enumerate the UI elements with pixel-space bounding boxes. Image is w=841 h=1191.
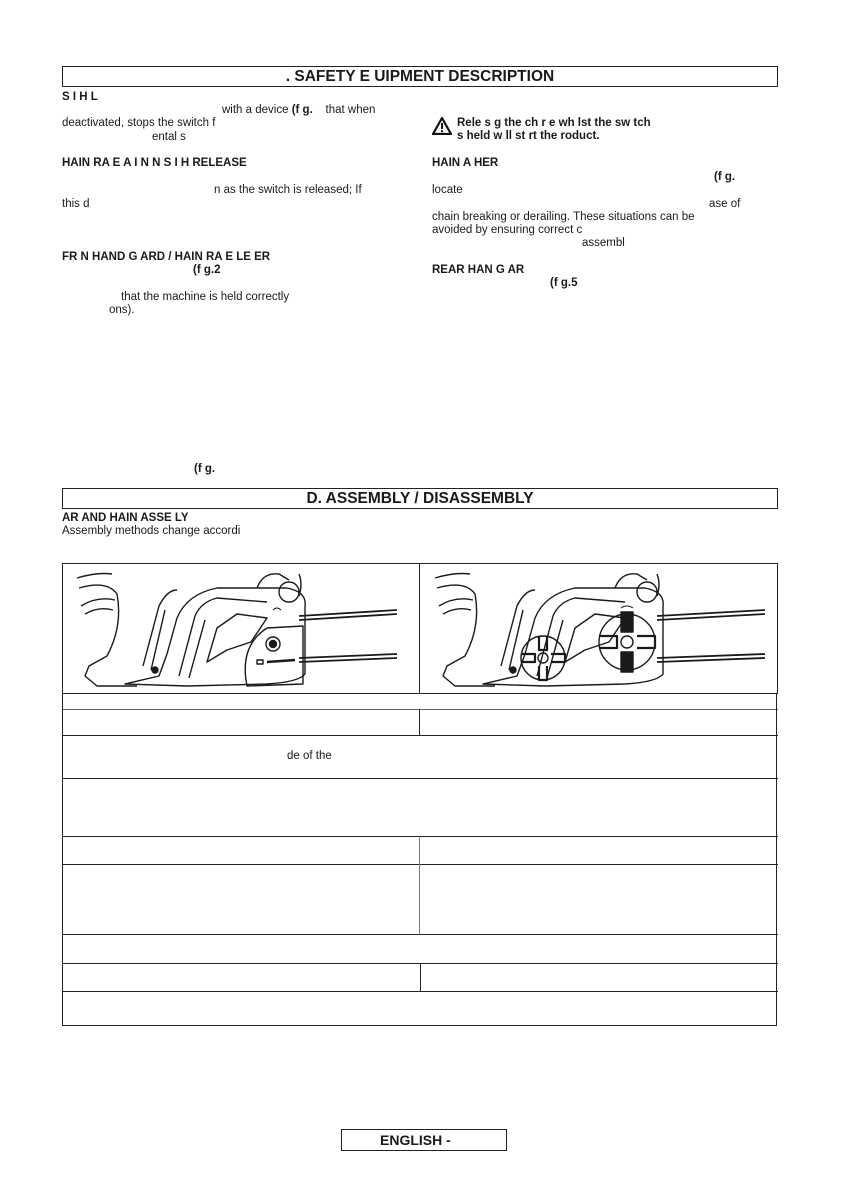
fig-ref: (f g. bbox=[291, 104, 313, 116]
section-c-title-text: . SAFETY E UIPMENT DESCRIPTION bbox=[285, 68, 555, 85]
page-footer-language bbox=[341, 1129, 507, 1151]
table-column-divider bbox=[420, 963, 421, 992]
warning-triangle-icon bbox=[432, 117, 452, 135]
table-cell-text: de of the bbox=[287, 750, 332, 762]
heading-chain-brake-release: HAIN RA E A I N N S I H RELEASE bbox=[62, 157, 247, 169]
table-right-border bbox=[776, 693, 777, 1026]
paragraph-assembly-intro: Assembly methods change accordi bbox=[62, 525, 241, 537]
assembly-figure-panel bbox=[62, 563, 778, 694]
paragraph-chain-catcher-line3: chain breaking or derailing. These situations can be bbox=[432, 211, 695, 223]
heading-chain-catcher-fig: (f g. bbox=[714, 171, 736, 183]
table-bottom-border bbox=[62, 1025, 776, 1026]
heading-rear-hand-guard-fig: (f g.5 bbox=[550, 277, 578, 289]
section-c-title bbox=[62, 66, 778, 87]
paragraph-chain-brake-line2: this d bbox=[62, 198, 90, 210]
table-column-divider bbox=[419, 836, 420, 935]
paragraph-chain-brake-line1: n as the switch is released; If bbox=[214, 184, 362, 196]
paragraph-chain-catcher-line4: avoided by ensuring correct c bbox=[432, 224, 583, 236]
section-d-title-text: D. ASSEMBLY / DISASSEMBLY bbox=[306, 490, 534, 507]
table-row-divider bbox=[62, 864, 778, 865]
footer-label: ENGLISH - bbox=[380, 1132, 451, 1148]
paragraph-chain-catcher-line2: ase of bbox=[709, 198, 741, 210]
paragraph-chain-catcher-line5: assembl bbox=[582, 237, 625, 249]
table-row-divider bbox=[62, 778, 778, 779]
heading-front-hand-guard-fig: (f g.2 bbox=[193, 264, 221, 276]
chainsaw-knob-illustration bbox=[425, 566, 773, 692]
table-row-divider bbox=[62, 693, 778, 694]
heading-front-hand-guard: FR N HAND G ARD / HAIN RA E LE ER bbox=[62, 251, 271, 263]
table-row-divider bbox=[62, 934, 778, 935]
table-column-divider bbox=[419, 709, 420, 736]
section-d-title bbox=[62, 488, 778, 509]
table-left-border bbox=[62, 693, 63, 1026]
warning-text-line2: s held w ll st rt the roduct. bbox=[457, 130, 600, 142]
paragraph-front-guard-line1: that the machine is held correctly bbox=[121, 291, 290, 303]
chainsaw-nut-illustration bbox=[67, 566, 415, 692]
heading-switch-lock: S I H L bbox=[62, 91, 98, 103]
text-that-when: that when bbox=[325, 104, 376, 116]
paragraph-chain-catcher-line1: locate bbox=[432, 184, 463, 196]
paragraph-front-guard-line2: ons). bbox=[109, 304, 135, 316]
table-row-divider bbox=[62, 836, 778, 837]
heading-bar-chain-assembly: AR AND HAIN ASSE LY bbox=[62, 512, 189, 524]
paragraph-switch-lock-line1 bbox=[222, 104, 375, 116]
fig-ref-bottom: (f g. bbox=[194, 463, 216, 475]
table-row-divider bbox=[62, 709, 778, 710]
table-row-divider bbox=[62, 735, 778, 736]
paragraph-switch-lock-line2: deactivated, stops the switch f bbox=[62, 117, 216, 129]
text-with-device: with a device bbox=[222, 104, 289, 116]
warning-text-line1: Rele s g the ch r e wh lst the sw tch bbox=[457, 117, 651, 129]
figure-divider bbox=[419, 564, 420, 694]
heading-rear-hand-guard: REAR HAN G AR bbox=[432, 264, 525, 276]
paragraph-switch-lock-line3: ental s bbox=[152, 131, 186, 143]
heading-chain-catcher: HAIN A HER bbox=[432, 157, 499, 169]
